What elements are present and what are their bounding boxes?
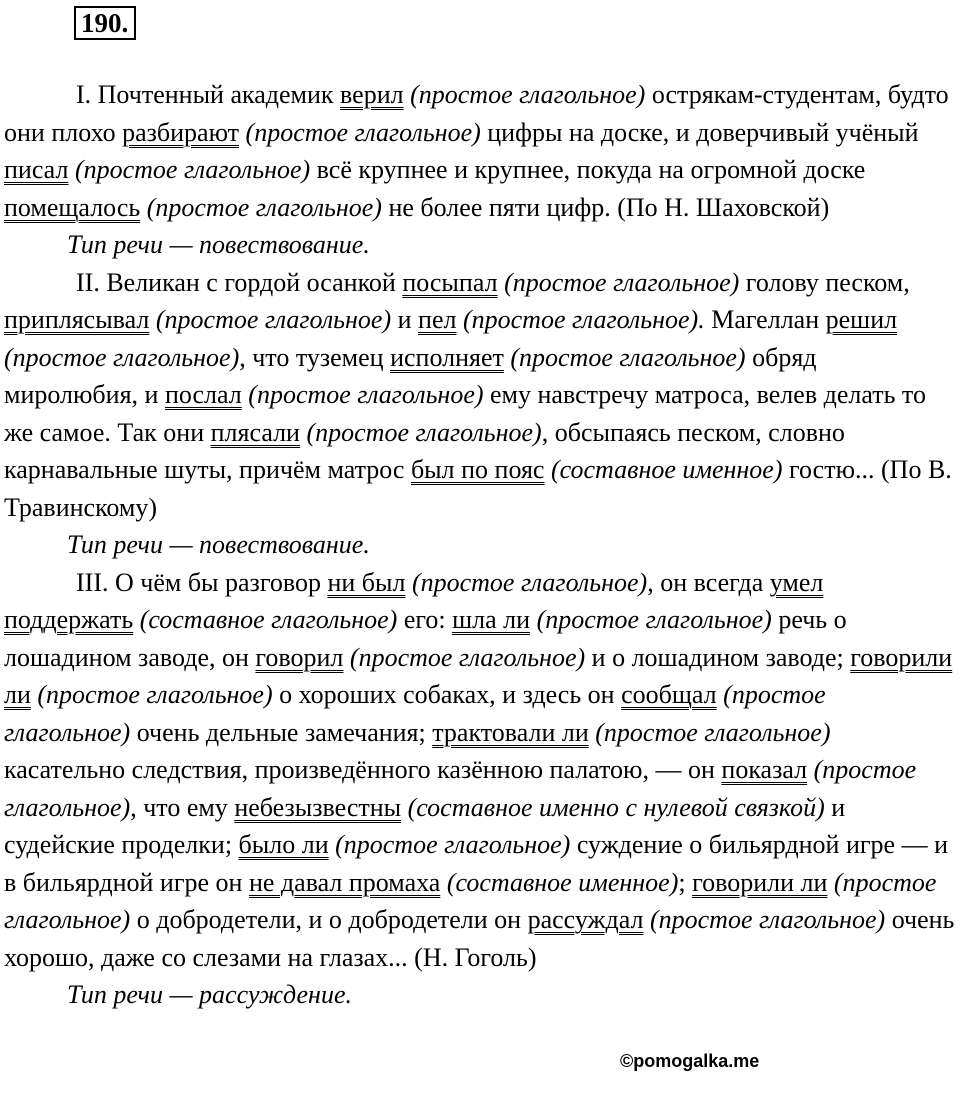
predicate-type-note: (простое глагольное)	[37, 680, 273, 709]
predicate: сообщал	[621, 680, 717, 709]
predicate: рассуждал	[527, 905, 644, 934]
predicate: говорили ли	[692, 867, 828, 897]
text-run: , обсыпаясь песком, словно карнавальные шуты, причём матрос	[4, 417, 845, 484]
predicate: приплясывал	[4, 305, 150, 334]
predicate-type-note: (составное именно с нулевой связкой)	[407, 792, 825, 822]
text-run: очень дельные замечания;	[130, 717, 433, 747]
predicate: пел	[418, 305, 457, 334]
text-run: касательно следствия, произведённого казённою палатою, — он	[4, 755, 722, 784]
text-run: Магеллан	[704, 305, 826, 334]
exercise-text	[4, 76, 956, 1014]
predicate-type-note: (простое глагольное)	[74, 155, 311, 184]
predicate-type-note: (простое глагольное)	[4, 680, 826, 747]
exercise-number: 190.	[74, 6, 136, 40]
predicate: был по пояс	[410, 455, 545, 484]
text-run: цифры на доске, и доверчивый учёный	[480, 117, 919, 147]
text-run: о добродетели, и о добродетели он	[130, 905, 528, 934]
text-run: III. О чём бы разговор	[76, 567, 328, 597]
predicate: помещалось	[4, 192, 141, 222]
predicate-type-note: (простое глагольное)	[335, 830, 571, 859]
predicate-type-note: (простое глагольное)	[146, 192, 382, 222]
text-run: о хороших собаках, и здесь он	[272, 680, 622, 709]
predicate-type-note: (простое глагольное)	[536, 605, 772, 634]
predicate: небезызвестны	[234, 792, 402, 822]
predicate-type-note: Тип речи — повествование.	[67, 230, 370, 259]
predicate-type-note: (простое глагольное)	[349, 642, 586, 672]
text-run: острякам-студентам, будто они плохо	[4, 80, 949, 147]
predicate: говорили ли	[4, 642, 953, 709]
predicate: не давал промаха	[248, 867, 441, 897]
predicate: послал	[164, 380, 242, 409]
predicate-type-note: (простое глагольное)	[504, 267, 740, 297]
predicate-type-note: (простое глагольное)	[649, 905, 886, 934]
predicate: исполняет	[390, 342, 504, 372]
watermark: ©pomogalka.me	[620, 1051, 760, 1071]
text-run: , что ему	[130, 792, 235, 822]
text-run: I. Почтенный академик	[76, 80, 341, 109]
paragraph	[4, 264, 956, 527]
text-run: не более пяти цифр. (По Н. Шаховской)	[381, 192, 830, 222]
predicate: верил	[340, 80, 404, 109]
predicate: умел поддержать	[4, 567, 824, 634]
speech-type-line	[4, 976, 956, 1014]
predicate: посыпал	[402, 267, 498, 297]
predicate-type-note: (простое глагольное)	[4, 755, 917, 822]
text-run: II. Великан с гордой осанкой	[76, 267, 403, 297]
predicate: разбирают	[122, 117, 240, 147]
paragraph	[4, 76, 956, 226]
predicate-type-note: (простое глагольное)	[155, 305, 392, 334]
text-run: и о лошадином заводе;	[585, 642, 851, 672]
predicate: трактовали ли	[432, 717, 589, 747]
text-run: и судейские проделки;	[4, 792, 846, 859]
predicate-type-note: (простое глагольное)	[510, 342, 746, 372]
predicate-type-note: (простое глагольное)	[4, 342, 240, 372]
predicate-type-note: (простое глагольное)	[411, 567, 648, 597]
predicate-type-note: Тип речи — повествование.	[67, 530, 370, 559]
text-run: суждение о бильярдной игре — и в бильярдной игре он	[4, 830, 948, 897]
text-run: гостю... (По В. Травинскому)	[4, 455, 952, 522]
text-run: , что туземец	[239, 342, 391, 372]
text-run: его:	[397, 605, 453, 634]
predicate-type-note: (составное именное)	[550, 455, 783, 484]
predicate-type-note: (простое глагольное)	[248, 380, 484, 409]
predicate-type-note: (составное глагольное)	[139, 605, 398, 634]
text-run: ;	[678, 867, 693, 897]
predicate-type-note: (простое глагольное)	[306, 417, 542, 447]
text-run: обряд миролюбия, и	[4, 342, 817, 409]
predicate-type-note: (составное именное)	[446, 867, 679, 897]
predicate: говорил	[255, 642, 344, 672]
predicate: плясали	[210, 417, 300, 447]
predicate: писал	[4, 155, 69, 184]
text-run: всё крупнее и крупнее, покуда на огромной доске	[310, 155, 866, 184]
speech-type-line	[4, 526, 956, 564]
predicate-type-note: (простое глагольное)	[245, 117, 481, 147]
predicate-type-note: (простое глагольное)	[595, 717, 831, 747]
text-run: голову песком,	[739, 267, 910, 297]
text-run: и	[391, 305, 419, 334]
paragraph	[4, 564, 956, 977]
predicate-type-note: (простое глагольное)	[410, 80, 646, 109]
text-run: очень хорошо, даже со слезами на глазах... (Н. Гоголь)	[4, 905, 955, 972]
text-run: речь о лошадином заводе, он	[4, 605, 847, 672]
predicate: ни был	[327, 567, 406, 597]
predicate: решил	[825, 305, 898, 334]
text-run: , он всегда	[647, 567, 770, 597]
predicate-type-note: (простое глагольное)	[4, 867, 937, 934]
predicate: шла ли	[452, 605, 531, 634]
text-run: ему навстречу матроса, велев делать то же самое. Так они	[4, 380, 926, 447]
speech-type-line	[4, 226, 956, 264]
predicate-type-note: (простое глагольное).	[462, 305, 705, 334]
predicate: показал	[721, 755, 808, 784]
predicate-type-note: Тип речи — рассуждение.	[67, 980, 352, 1009]
predicate: было ли	[238, 830, 329, 859]
